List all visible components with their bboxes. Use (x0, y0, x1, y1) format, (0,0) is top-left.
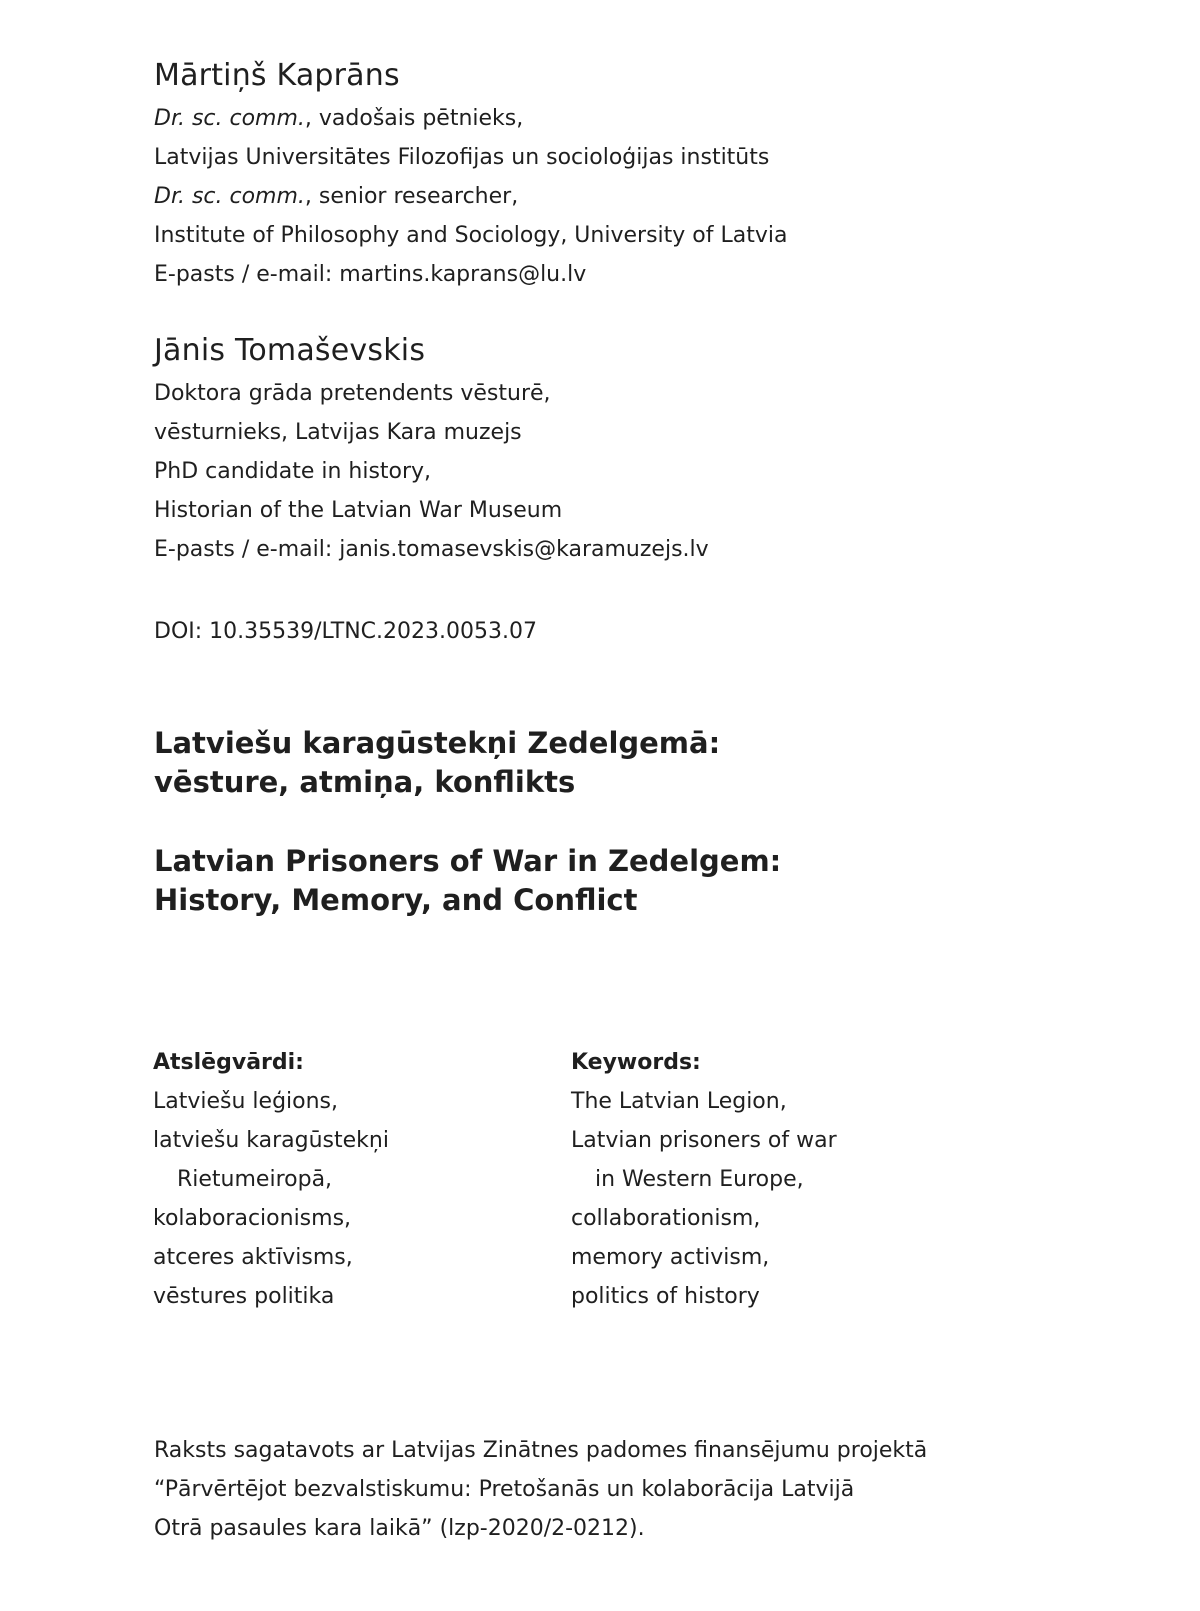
funding-line: Otrā pasaules kara laikā” (lzp-2020/2-0212). (154, 1516, 645, 1541)
keyword-item: latviešu karagūstekņi (153, 1128, 389, 1153)
author-degree-en (154, 177, 1054, 216)
degree-italic: Dr. sc. comm. (154, 106, 305, 131)
author-email: E-pasts / e-mail: janis.tomasevskis@karamuzejs.lv (154, 537, 709, 562)
keyword-item: collaborationism, (571, 1206, 761, 1231)
author-name: Mārtiņš Kaprāns (154, 58, 400, 93)
keyword-item: politics of history (571, 1284, 760, 1309)
author-affiliation-lv: Latvijas Universitātes Filozofijas un socioloģijas institūts (154, 145, 770, 170)
doi: DOI: 10.35539/LTNC.2023.0053.07 (154, 619, 537, 644)
title-line: Latviešu karagūstekņi Zedelgemā: (154, 726, 721, 760)
position-text: , senior researcher, (304, 184, 519, 209)
keywords-heading: Atslēgvārdi: (153, 1050, 304, 1075)
keyword-item: memory activism, (571, 1245, 770, 1270)
funding-line: “Pārvērtējot bezvalstiskumu: Pretošanās un kolaborācija Latvijā (154, 1477, 855, 1502)
keyword-item: atceres aktīvisms, (153, 1245, 353, 1270)
author-email: E-pasts / e-mail: martins.kaprans@lu.lv (154, 262, 587, 287)
keyword-item: Latvian prisoners of war (571, 1128, 837, 1153)
author-name: Jānis Tomaševskis (154, 333, 426, 368)
title-line: Latvian Prisoners of War in Zedelgem: (154, 844, 782, 878)
position-text: , vadošais pētnieks, (304, 106, 524, 131)
degree-italic: Dr. sc. comm. (154, 184, 305, 209)
funding-line: Raksts sagatavots ar Latvijas Zinātnes padomes finansējumu projektā (154, 1438, 928, 1463)
funding-note (154, 1431, 1114, 1548)
keyword-item: kolaboracionisms, (153, 1206, 352, 1231)
author-degree-lv (154, 99, 1054, 138)
title-line: History, Memory, and Conflict (154, 883, 638, 917)
keywords-lv (153, 1043, 553, 1316)
author-affiliation-en: Institute of Philosophy and Sociology, University of Latvia (154, 223, 788, 248)
author-block-tomasevskis (154, 330, 1054, 569)
article-title-en (154, 842, 1054, 920)
author-affiliation-lv: vēsturnieks, Latvijas Kara muzejs (154, 420, 522, 445)
keyword-item: vēstures politika (153, 1284, 335, 1309)
article-title-lv (154, 724, 1054, 802)
title-line: vēsture, atmiņa, konflikts (154, 765, 576, 799)
author-degree-en: PhD candidate in history, (154, 459, 432, 484)
keyword-item: Latviešu leģions, (153, 1089, 339, 1114)
author-affiliation-en: Historian of the Latvian War Museum (154, 498, 563, 523)
keywords-en (571, 1043, 971, 1316)
keyword-item: The Latvian Legion, (571, 1089, 787, 1114)
keywords-heading: Keywords: (571, 1050, 701, 1075)
author-block-kaprans (154, 55, 1054, 294)
keyword-item: in Western Europe, (595, 1167, 804, 1192)
keyword-item: Rietumeiropā, (177, 1167, 333, 1192)
author-degree-lv: Doktora grāda pretendents vēsturē, (154, 381, 551, 406)
